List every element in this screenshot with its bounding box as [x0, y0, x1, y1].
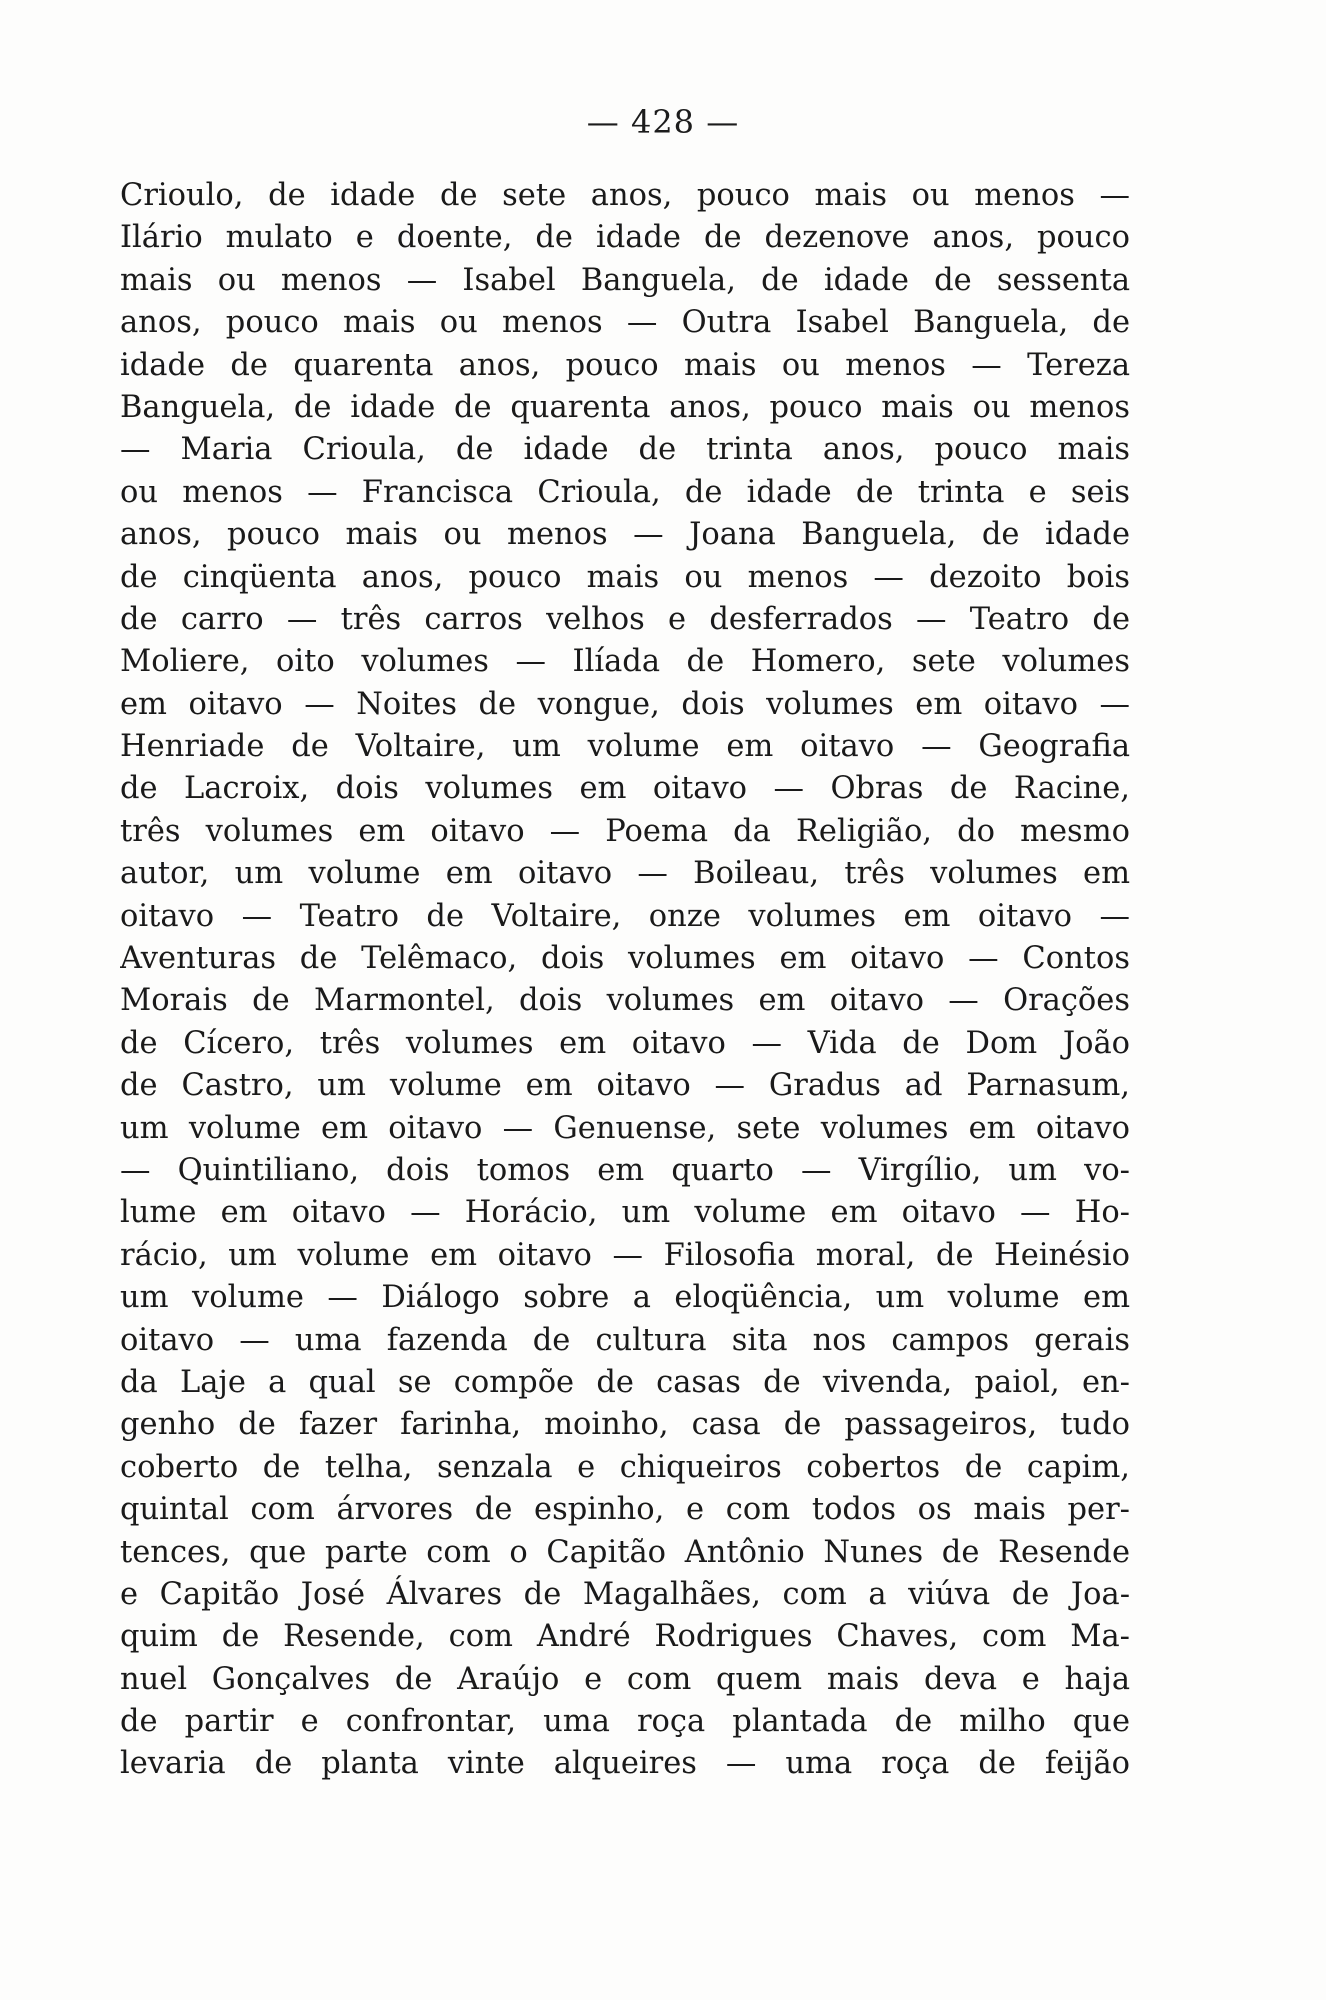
text-line: mais ou menos — Isabel Banguela, de idade de sessenta	[120, 262, 1130, 298]
text-line: lume em oitavo — Horácio, um volume em oitavo — Ho-	[120, 1195, 1130, 1231]
text-line: Aventuras de Telêmaco, dois volumes em oitavo — Contos	[120, 941, 1130, 977]
text-line: — Maria Crioula, de idade de trinta anos, pouco mais	[120, 432, 1130, 468]
text-line: tences, que parte com o Capitão Antônio Nunes de Resende	[120, 1534, 1130, 1570]
text-line: um volume — Diálogo sobre a eloqüência, um volume em	[120, 1280, 1130, 1316]
text-line: autor, um volume em oitavo — Boileau, três volumes em	[120, 856, 1130, 892]
page-number: — 428 —	[586, 103, 740, 141]
text-line: oitavo — uma fazenda de cultura sita nos campos gerais	[120, 1322, 1130, 1358]
text-line: Banguela, de idade de quarenta anos, pouco mais ou menos	[120, 389, 1130, 425]
text-line: quim de Resende, com André Rodrigues Chaves, com Ma-	[120, 1619, 1130, 1655]
text-line: três volumes em oitavo — Poema da Religião, do mesmo	[120, 813, 1130, 849]
text-line: Ilário mulato e doente, de idade de dezenove anos, pouco	[120, 220, 1130, 256]
text-line: em oitavo — Noites de vongue, dois volumes em oitavo —	[120, 686, 1130, 722]
text-line: anos, pouco mais ou menos — Outra Isabel Banguela, de	[120, 305, 1130, 341]
text-line: levaria de planta vinte alqueires — uma roça de feijão	[120, 1746, 1130, 1782]
text-line: de Lacroix, dois volumes em oitavo — Obras de Racine,	[120, 771, 1130, 807]
text-line: um volume em oitavo — Genuense, sete volumes em oitavo	[120, 1110, 1130, 1146]
text-line: de Cícero, três volumes em oitavo — Vida de Dom João	[120, 1025, 1130, 1061]
text-line: e Capitão José Álvares de Magalhães, com a viúva de Joa-	[120, 1576, 1130, 1612]
text-line: — Quintiliano, dois tomos em quarto — Virgílio, um vo-	[120, 1152, 1130, 1188]
body-text	[120, 175, 1130, 1786]
text-line: de Castro, um volume em oitavo — Gradus ad Parnasum,	[120, 1068, 1130, 1104]
text-line: oitavo — Teatro de Voltaire, onze volumes em oitavo —	[120, 898, 1130, 934]
text-line: de cinqüenta anos, pouco mais ou menos — dezoito bois	[120, 559, 1130, 595]
text-line: quintal com árvores de espinho, e com todos os mais per-	[120, 1492, 1130, 1528]
text-line: nuel Gonçalves de Araújo e com quem mais deva e haja	[120, 1661, 1130, 1697]
text-line: Henriade de Voltaire, um volume em oitavo — Geografia	[120, 729, 1130, 765]
text-line: anos, pouco mais ou menos — Joana Banguela, de idade	[120, 517, 1130, 553]
text-line: genho de fazer farinha, moinho, casa de passageiros, tudo	[120, 1407, 1130, 1443]
text-line: da Laje a qual se compõe de casas de vivenda, paiol, en-	[120, 1364, 1130, 1400]
text-line: coberto de telha, senzala e chiqueiros cobertos de capim,	[120, 1449, 1130, 1485]
text-line: idade de quarenta anos, pouco mais ou menos — Tereza	[120, 347, 1130, 383]
text-line: Moliere, oito volumes — Ilíada de Homero, sete volumes	[120, 644, 1130, 680]
text-line: ou menos — Francisca Crioula, de idade de trinta e seis	[120, 474, 1130, 510]
text-line: Morais de Marmontel, dois volumes em oitavo — Orações	[120, 983, 1130, 1019]
text-line: rácio, um volume em oitavo — Filosofia moral, de Heinésio	[120, 1237, 1130, 1273]
text-line: Crioulo, de idade de sete anos, pouco mais ou menos —	[120, 178, 1130, 213]
text-line: de partir e confrontar, uma roça plantada de milho que	[120, 1704, 1130, 1740]
text-line: de carro — três carros velhos e desferrados — Teatro de	[120, 601, 1130, 637]
